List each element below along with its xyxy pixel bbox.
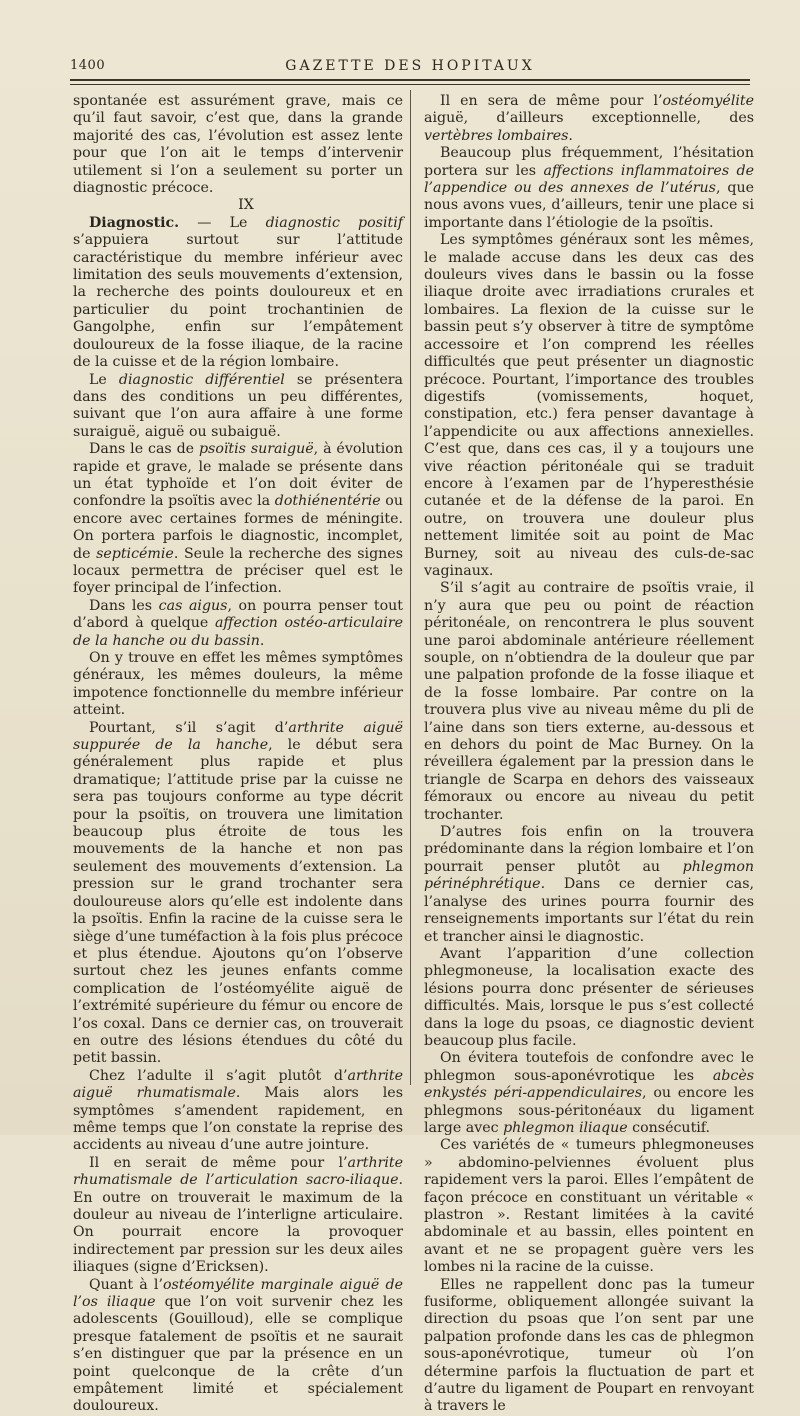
italic-term: affections inflammatoires de l’appendice ou des annexes de l’utérus — [424, 162, 755, 197]
text-run: Beaucoup plus fréquemment, l’hésitation portera sur les — [424, 145, 754, 179]
italic-term: vertèbres lombaires — [424, 127, 569, 144]
page-header — [70, 58, 750, 78]
paragraph: Les symptômes généraux sont les mêmes, le malade accuse dans les deux cas des douleurs vives dans le bassin ou la fosse iliaque droite avec irradiations crurales et lombaires. La flexion de la cuisse sur le bassin peut s’y observer à titre de symptôme accessoire et l’on comprend les réelles difficultés que peut présenter un diagnostic précoce. Pourtant, l’importance des troubles digestifs (vomissements, hoquet, constipation, etc.) fera penser davantage à l’appendicite ou aux affections annexielles. C’est que, dans ces cas, il y a toujours une vive réaction péritonéale qui se traduit encore à l’examen par de l’hyperesthésie cutanée et de la défense de la paroi. En outre, on trouvera une douleur plus nettement limitée soit au point de Mac Burney, soit au niveau des culs-de-sac vaginaux. — [424, 232, 754, 579]
text-run: Dans le cas de — [89, 441, 199, 458]
journal-title: GAZETTE DES HOPITAUX — [285, 58, 535, 74]
text-run: Chez l’adulte il s’agit plutôt d’ — [89, 1067, 348, 1084]
paragraph — [73, 441, 403, 598]
italic-term: phlegmon périnéphrétique — [424, 858, 754, 893]
text-run: . — [568, 127, 573, 144]
text-run: . Dans ce dernier cas, l’analyse des urines pourra fournir des renseignements importants sur l’état du rein et trancher ainsi le diagnostic. — [424, 876, 754, 945]
page-number: 1400 — [70, 58, 106, 73]
paragraph — [424, 1050, 754, 1137]
paragraph: On y trouve en effet les mêmes symptômes généraux, les mêmes douleurs, la même impotence fonctionnelle du membre inférieur atteint. — [73, 650, 403, 719]
paragraph — [73, 598, 403, 650]
text-run: consécutif. — [627, 1119, 711, 1136]
text-run: s’appuiera surtout sur l’attitude caractéristique du membre inférieur avec limitation des seuls mouvements d’extension, la recherche des points douloureux et en particulier du point trochantinien de Gangolphe, enfin sur l’empâtement douloureux de la fosse iliaque, de la racine de la cuisse et de la région lombaire. — [73, 232, 403, 371]
column-divider — [410, 90, 411, 1085]
header-rule-thin — [70, 84, 750, 85]
paragraph — [73, 1155, 403, 1277]
italic-term: abcès enkystés péri-appendiculaires — [424, 1067, 754, 1102]
left-column — [73, 93, 403, 1416]
italic-term: arthrite rhumatismale de l’articulation sacro-iliaque — [73, 1154, 403, 1189]
paragraph — [73, 720, 403, 1068]
text-run: — Le — [179, 214, 266, 231]
italic-term: dothiénentérie — [274, 493, 381, 510]
text-run: . Seule la recherche des signes locaux permettra de préciser quel est le foyer principal de l’infection. — [73, 545, 403, 597]
text-run: . En outre on trouverait le maximum de la douleur au niveau de l’interligne articulaire. On pourrait encore la provoquer indirectement par pression sur les deux ailes iliaques (signe d’Ericksen). — [73, 1172, 403, 1276]
text-run: Pourtant, s’il s’agit d’ — [89, 719, 289, 736]
italic-term: diagnostic positif — [265, 214, 403, 231]
text-run: . Mais alors les symptômes s’amendent rapidement, en même temps que l’on constate la reprise des accidents au niveau d’une autre jointure. — [73, 1085, 403, 1154]
paragraph: S’il s’agit au contraire de psoïtis vraie, il n’y aura que peu ou point de réaction péritonéale, on rencontrera le plus souvent une paroi abdominale antérieure réellement souple, on n’obtiendra de la douleur que par une palpation profonde de la fosse iliaque et de la fosse lombaire. Par contre on la trouvera plus vive au niveau même du pli de l’aine dans son tiers externe, au-dessous et en dehors du point de Mac Burney. On la réveillera également par la pression dans le triangle de Scarpa en dehors des vaisseaux fémoraux ou encore au niveau du petit trochanter. — [424, 580, 754, 823]
header-rule-thick — [70, 79, 750, 81]
text-run: ou encore avec certaines formes de méningite. On portera parfois le diagnostic, incomplet, de — [73, 493, 403, 562]
italic-term: cas aigus — [158, 597, 228, 614]
paragraph — [424, 145, 754, 232]
italic-term: diagnostic différentiel — [118, 371, 285, 388]
text-run: Quant à l’ — [89, 1276, 163, 1293]
italic-term: affection ostéo-articulaire de la hanche ou du bassin — [73, 615, 404, 649]
italic-term: septicémie — [96, 545, 174, 562]
italic-term: arthrite aiguë suppurée de la hanche — [73, 719, 403, 754]
text-run: Il en sera de même pour l’ — [440, 93, 663, 109]
text-run: Il en serait de même pour l’ — [89, 1154, 348, 1171]
text-run: , on pourra penser tout d’abord à quelque — [73, 597, 403, 632]
right-column — [424, 93, 754, 1416]
paragraph: Avant l’apparition d’une collection phlegmoneuse, la localisation exacte des lésions pourra donc présenter de sérieuses difficultés. Mais, lorsque le pus s’est collecté dans la loge du psoas, ce diagnostic devient beaucoup plus facile. — [424, 945, 754, 1049]
text-run: On évitera toutefois de confondre avec le phlegmon sous-aponévrotique les — [424, 1050, 754, 1084]
paragraph: Ces variétés de « tumeurs phlegmoneuses » abdomino-pelviennes évoluent plus rapidement vers la paroi. Elles l’empâtent de façon précoce en constituant un véritable « plastron ». Restant limitées à la cavité abdominale et au bassin, elles pointent en avant et ne se propagent guère vers les lombes ni la racine de la cuisse. — [424, 1137, 754, 1276]
paragraph — [73, 1277, 403, 1416]
paragraph-diagnostic — [73, 215, 403, 372]
text-run: , à évolution rapide et grave, le malade se présente dans un état typhoïde et l’on doit éviter de confondre la psoïtis avec la — [73, 441, 403, 510]
text-run: se présentera dans des conditions un peu différentes, suivant que l’on aura affaire à une forme suraiguë, aiguë ou subaiguë. — [73, 371, 403, 440]
paragraph: spontanée est assurément grave, mais ce qu’il faut savoir, c’est que, dans la grande majorité des cas, l’évolution est assez lente pour que l’on ait le temps d’intervenir utilement si l’on a seulement su porter un diagnostic précoce. — [73, 93, 403, 197]
italic-term: arthrite aiguë rhumatismale — [73, 1067, 403, 1102]
text-run: . — [259, 632, 265, 649]
text-run: que l’on voit survenir chez les adolescents (Gouilloud), elle se complique presque fatalement de psoïtis et ne saurait s’en distinguer que par la présence en un point quelconque de la crête d’un empâtement limité et spécialement douloureux. — [73, 1294, 403, 1415]
text-run: D’autres fois enfin on la trouvera prédominante dans la région lombaire et l’on pourrait penser plutôt au — [424, 824, 754, 875]
text-run: , le début sera généralement plus rapide et plus dramatique; l’attitude prise par la cuisse ne sera pas toujours conforme au type décrit pour la psoïtis, on trouvera une limitation beaucoup plus étroite de tous les mouvements de la hanche et non pas seulement des mouvements d’extension. La pression sur le grand trochanter sera douloureuse alors qu’elle est indolente dans la psoïtis. Enfin la racine de la cuisse sera le siège d’une tuméfaction à la fois plus précoce et plus étendue. Ajoutons qu’on l’observe surtout chez les jeunes enfants comme complication de l’ostéomyélite aiguë de l’extrémité supérieure du fémur ou encore de l’os coxal. Dans ce dernier cas, on trouverait en outre des lésions étendues du côté du petit bassin. — [73, 737, 403, 1067]
section-heading: Diagnostic. — [89, 214, 180, 231]
paragraph: Elles ne rappellent donc pas la tumeur fusiforme, obliquement allongée suivant la direction du psoas que l’on sent par une palpation profonde dans les cas de phlegmon sous-aponévrotique, tumeur où l’on détermine parfois la fluctuation de part et d’autre du ligament de Poupart en renvoyant à travers le — [424, 1276, 754, 1415]
italic-term: ostéomyélite — [662, 93, 754, 109]
italic-term: psoïtis suraiguë — [198, 441, 314, 458]
paragraph — [424, 93, 754, 145]
text-run: , ou encore les phlegmons sous-péritonéaux du ligament large avec — [424, 1085, 754, 1136]
paragraph — [424, 824, 754, 946]
paragraph — [73, 372, 403, 442]
section-number: IX — [238, 197, 254, 214]
text-run: aiguë, d’ailleurs exceptionnelle, des — [424, 110, 754, 127]
paragraph — [73, 1068, 403, 1155]
italic-term: ostéomyélite marginale aiguë de l’os iliaque — [73, 1276, 403, 1311]
text-run: Dans les — [89, 597, 159, 614]
italic-term: phlegmon iliaque — [503, 1119, 628, 1136]
text-run: , que nous avons vues, d’ailleurs, tenir une place si importante dans l’étiologie de la psoïtis. — [424, 180, 754, 231]
text-run: Le — [89, 371, 119, 388]
